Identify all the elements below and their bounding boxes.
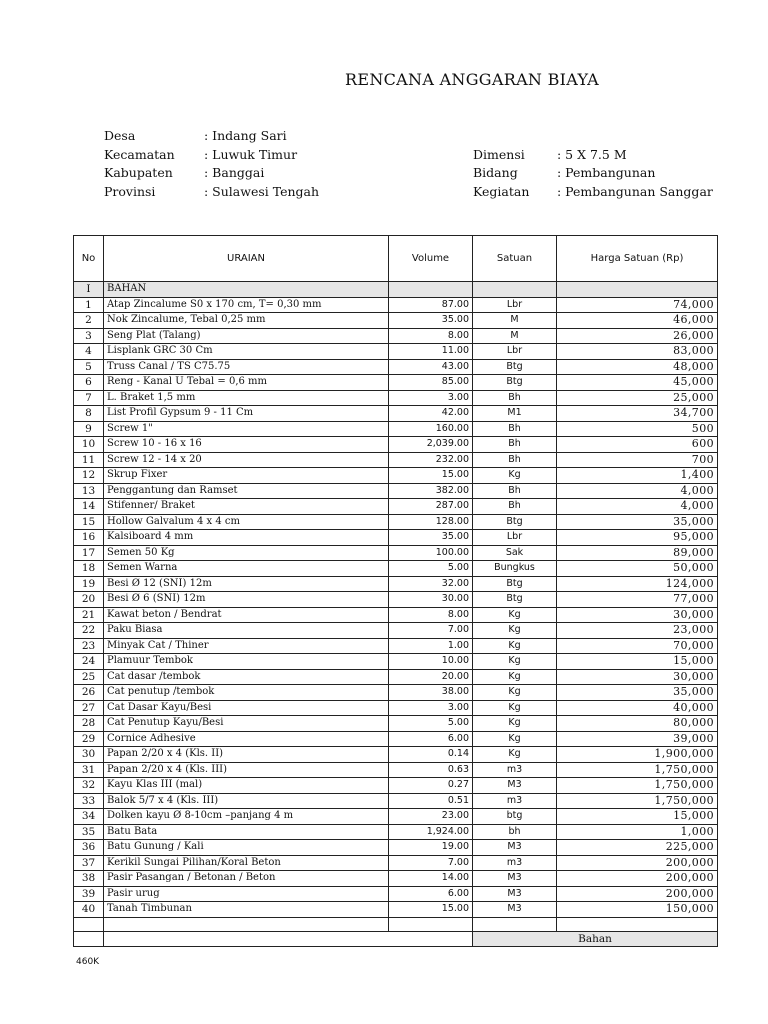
item-volume: 5.00	[389, 561, 473, 577]
table-row	[74, 855, 718, 871]
item-unit: Kg	[473, 731, 557, 747]
item-volume: 382.00	[389, 483, 473, 499]
table-row	[74, 359, 718, 375]
table-header-row	[74, 236, 718, 282]
item-unit-price: 50,000	[557, 561, 718, 577]
item-unit: Kg	[473, 468, 557, 484]
item-unit-price: 15,000	[557, 809, 718, 825]
table-row	[74, 313, 718, 329]
item-description: Semen Warna	[104, 561, 389, 577]
item-description: Papan 2/20 x 4 (Kls. III)	[104, 762, 389, 778]
item-number: 35	[74, 824, 104, 840]
item-unit-price: 4,000	[557, 499, 718, 515]
item-description: Seng Plat (Talang)	[104, 328, 389, 344]
item-description: Balok 5/7 x 4 (Kls. III)	[104, 793, 389, 809]
item-unit-price: 1,400	[557, 468, 718, 484]
table-row	[74, 669, 718, 685]
item-description: Atap Zincalume S0 x 170 cm, T= 0,30 mm	[104, 297, 389, 313]
item-unit: Bh	[473, 390, 557, 406]
table-row	[74, 452, 718, 468]
item-unit-price: 34,700	[557, 406, 718, 422]
item-unit-price: 46,000	[557, 313, 718, 329]
item-volume: 160.00	[389, 421, 473, 437]
table-row	[74, 406, 718, 422]
item-unit: btg	[473, 809, 557, 825]
item-description: Nok Zincalume, Tebal 0,25 mm	[104, 313, 389, 329]
item-unit-price: 225,000	[557, 840, 718, 856]
info-value: : Pembangunan Sanggar	[557, 184, 713, 199]
item-unit-price: 25,000	[557, 390, 718, 406]
item-unit: Kg	[473, 700, 557, 716]
item-description: Truss Canal / TS C75.75	[104, 359, 389, 375]
item-unit: Lbr	[473, 297, 557, 313]
item-description: Besi Ø 6 (SNI) 12m	[104, 592, 389, 608]
item-number: 26	[74, 685, 104, 701]
item-description: Lisplank GRC 30 Cm	[104, 344, 389, 360]
item-description: Kerikil Sungai Pilihan/Koral Beton	[104, 855, 389, 871]
item-number: 8	[74, 406, 104, 422]
item-unit-price: 4,000	[557, 483, 718, 499]
item-description: Kalsiboard 4 mm	[104, 530, 389, 546]
table-row	[74, 762, 718, 778]
table-row	[74, 344, 718, 360]
info-label: Kegiatan	[473, 184, 530, 199]
header-satuan: Satuan	[473, 236, 557, 282]
item-number: 14	[74, 499, 104, 515]
item-unit-price: 200,000	[557, 855, 718, 871]
footer-note: 460K	[76, 957, 100, 967]
item-unit: M3	[473, 778, 557, 794]
item-unit-price: 1,900,000	[557, 747, 718, 763]
item-description: Cat penutup /tembok	[104, 685, 389, 701]
item-unit: Bh	[473, 421, 557, 437]
item-number: 28	[74, 716, 104, 732]
item-number: 24	[74, 654, 104, 670]
table-row	[74, 483, 718, 499]
table-body	[74, 282, 718, 947]
item-volume: 19.00	[389, 840, 473, 856]
item-volume: 6.00	[389, 886, 473, 902]
item-unit: M1	[473, 406, 557, 422]
info-value: : Sulawesi Tengah	[204, 184, 320, 199]
item-volume: 87.00	[389, 297, 473, 313]
item-unit: Kg	[473, 607, 557, 623]
item-number: 5	[74, 359, 104, 375]
table-row	[74, 421, 718, 437]
table-row	[74, 793, 718, 809]
item-number: 10	[74, 437, 104, 453]
item-description: Screw 12 - 14 x 20	[104, 452, 389, 468]
item-description: Screw 1"	[104, 421, 389, 437]
budget-table	[73, 235, 718, 947]
table-row	[74, 654, 718, 670]
item-number: 37	[74, 855, 104, 871]
item-volume: 7.00	[389, 855, 473, 871]
item-volume: 2,039.00	[389, 437, 473, 453]
item-unit: M3	[473, 840, 557, 856]
item-unit-price: 26,000	[557, 328, 718, 344]
item-volume: 35.00	[389, 313, 473, 329]
item-number: 30	[74, 747, 104, 763]
item-unit: Sak	[473, 545, 557, 561]
table-row	[74, 716, 718, 732]
item-volume: 8.00	[389, 328, 473, 344]
item-unit-price: 48,000	[557, 359, 718, 375]
item-number: 36	[74, 840, 104, 856]
table-row	[74, 437, 718, 453]
item-volume: 43.00	[389, 359, 473, 375]
item-unit-price: 30,000	[557, 607, 718, 623]
item-number: 11	[74, 452, 104, 468]
item-volume: 100.00	[389, 545, 473, 561]
item-number: 39	[74, 886, 104, 902]
item-volume: 0.51	[389, 793, 473, 809]
item-volume: 1.00	[389, 638, 473, 654]
item-unit-price: 200,000	[557, 871, 718, 887]
item-volume: 38.00	[389, 685, 473, 701]
item-description: Batu Bata	[104, 824, 389, 840]
item-volume: 20.00	[389, 669, 473, 685]
item-description: Screw 10 - 16 x 16	[104, 437, 389, 453]
item-volume: 23.00	[389, 809, 473, 825]
item-unit: Bh	[473, 483, 557, 499]
info-label: Kabupaten	[104, 165, 173, 180]
item-number: 6	[74, 375, 104, 391]
item-volume: 1,924.00	[389, 824, 473, 840]
item-number: 21	[74, 607, 104, 623]
item-number: 9	[74, 421, 104, 437]
item-description: Pasir Pasangan / Betonan / Beton	[104, 871, 389, 887]
header-uraian: URAIAN	[104, 236, 389, 282]
item-description: List Profil Gypsum 9 - 11 Cm	[104, 406, 389, 422]
subtotal-row	[74, 931, 718, 946]
item-volume: 5.00	[389, 716, 473, 732]
item-volume: 287.00	[389, 499, 473, 515]
item-number: 27	[74, 700, 104, 716]
table-row	[74, 375, 718, 391]
item-number: 29	[74, 731, 104, 747]
item-description: Batu Gunung / Kali	[104, 840, 389, 856]
table-row	[74, 576, 718, 592]
table-row	[74, 638, 718, 654]
item-unit: m3	[473, 793, 557, 809]
table-row	[74, 886, 718, 902]
item-description: Cat Dasar Kayu/Besi	[104, 700, 389, 716]
header-harga-satuan: Harga Satuan (Rp)	[557, 236, 718, 282]
item-number: 12	[74, 468, 104, 484]
table-row	[74, 840, 718, 856]
item-description: Semen 50 Kg	[104, 545, 389, 561]
table-row	[74, 468, 718, 484]
item-unit: Kg	[473, 669, 557, 685]
section-number: I	[74, 282, 104, 298]
item-unit: M3	[473, 886, 557, 902]
item-unit: M3	[473, 871, 557, 887]
item-volume: 3.00	[389, 700, 473, 716]
item-unit-price: 200,000	[557, 886, 718, 902]
item-unit: Lbr	[473, 530, 557, 546]
item-unit-price: 500	[557, 421, 718, 437]
item-number: 2	[74, 313, 104, 329]
item-number: 17	[74, 545, 104, 561]
item-unit: Kg	[473, 638, 557, 654]
item-unit: bh	[473, 824, 557, 840]
item-number: 23	[74, 638, 104, 654]
item-unit-price: 30,000	[557, 669, 718, 685]
item-description: Penggantung dan Ramset	[104, 483, 389, 499]
item-unit: m3	[473, 855, 557, 871]
item-description: Papan 2/20 x 4 (Kls. II)	[104, 747, 389, 763]
item-volume: 6.00	[389, 731, 473, 747]
item-number: 19	[74, 576, 104, 592]
item-unit: Bh	[473, 499, 557, 515]
item-unit: Btg	[473, 576, 557, 592]
item-description: Paku Biasa	[104, 623, 389, 639]
item-number: 4	[74, 344, 104, 360]
info-value: : Indang Sari	[204, 128, 287, 143]
item-volume: 15.00	[389, 902, 473, 918]
item-unit: Lbr	[473, 344, 557, 360]
item-unit: m3	[473, 762, 557, 778]
table-row	[74, 561, 718, 577]
table-row	[74, 871, 718, 887]
table-row	[74, 592, 718, 608]
item-description: Minyak Cat / Thiner	[104, 638, 389, 654]
table-row	[74, 328, 718, 344]
item-volume: 11.00	[389, 344, 473, 360]
item-volume: 3.00	[389, 390, 473, 406]
item-unit-price: 15,000	[557, 654, 718, 670]
info-label: Dimensi	[473, 147, 525, 162]
item-description: Cat Penutup Kayu/Besi	[104, 716, 389, 732]
item-unit-price: 1,750,000	[557, 762, 718, 778]
info-value: : Luwuk Timur	[204, 147, 298, 162]
item-unit: M	[473, 328, 557, 344]
table-row	[74, 700, 718, 716]
item-volume: 128.00	[389, 514, 473, 530]
item-description: Plamuur Tembok	[104, 654, 389, 670]
table-row	[74, 778, 718, 794]
table-row	[74, 297, 718, 313]
item-number: 32	[74, 778, 104, 794]
item-unit: M3	[473, 902, 557, 918]
item-unit-price: 40,000	[557, 700, 718, 716]
table-row	[74, 902, 718, 918]
item-unit: M	[473, 313, 557, 329]
item-unit: Kg	[473, 685, 557, 701]
info-label: Bidang	[473, 165, 518, 180]
item-unit-price: 70,000	[557, 638, 718, 654]
item-unit: Btg	[473, 375, 557, 391]
item-number: 33	[74, 793, 104, 809]
item-unit-price: 1,750,000	[557, 793, 718, 809]
item-number: 7	[74, 390, 104, 406]
item-unit: Kg	[473, 716, 557, 732]
item-description: L. Braket 1,5 mm	[104, 390, 389, 406]
info-value: : 5 X 7.5 M	[557, 147, 627, 162]
document-title: RENCANA ANGGARAN BIAYA	[345, 70, 599, 89]
info-label: Desa	[104, 128, 136, 143]
item-description: Dolken kayu Ø 8-10cm –panjang 4 m	[104, 809, 389, 825]
item-unit-price: 23,000	[557, 623, 718, 639]
item-description: Hollow Galvalum 4 x 4 cm	[104, 514, 389, 530]
item-unit: Btg	[473, 514, 557, 530]
item-unit-price: 39,000	[557, 731, 718, 747]
item-description: Reng - Kanal U Tebal = 0,6 mm	[104, 375, 389, 391]
item-volume: 14.00	[389, 871, 473, 887]
table-row	[74, 731, 718, 747]
item-number: 18	[74, 561, 104, 577]
header-no: No	[74, 236, 104, 282]
table-row	[74, 623, 718, 639]
item-volume: 0.63	[389, 762, 473, 778]
item-volume: 32.00	[389, 576, 473, 592]
item-number: 34	[74, 809, 104, 825]
item-description: Cornice Adhesive	[104, 731, 389, 747]
table-row	[74, 530, 718, 546]
info-label: Provinsi	[104, 184, 156, 199]
item-unit-price: 80,000	[557, 716, 718, 732]
table-row	[74, 824, 718, 840]
table-row	[74, 747, 718, 763]
item-number: 22	[74, 623, 104, 639]
item-number: 20	[74, 592, 104, 608]
section-row-bahan	[74, 282, 718, 298]
item-description: Skrup Fixer	[104, 468, 389, 484]
item-description: Kawat beton / Bendrat	[104, 607, 389, 623]
item-volume: 35.00	[389, 530, 473, 546]
item-number: 31	[74, 762, 104, 778]
item-description: Tanah Timbunan	[104, 902, 389, 918]
item-volume: 85.00	[389, 375, 473, 391]
section-label: BAHAN	[104, 282, 389, 298]
item-description: Besi Ø 12 (SNI) 12m	[104, 576, 389, 592]
item-description: Kayu Klas III (mal)	[104, 778, 389, 794]
item-number: 38	[74, 871, 104, 887]
header-volume: Volume	[389, 236, 473, 282]
item-volume: 0.27	[389, 778, 473, 794]
item-unit-price: 700	[557, 452, 718, 468]
table-row	[74, 607, 718, 623]
item-unit: Btg	[473, 592, 557, 608]
table-row	[74, 685, 718, 701]
item-unit-price: 1,750,000	[557, 778, 718, 794]
item-unit-price: 77,000	[557, 592, 718, 608]
item-number: 40	[74, 902, 104, 918]
item-volume: 7.00	[389, 623, 473, 639]
item-number: 13	[74, 483, 104, 499]
item-unit: Btg	[473, 359, 557, 375]
item-unit-price: 83,000	[557, 344, 718, 360]
item-description: Pasir urug	[104, 886, 389, 902]
table-row	[74, 809, 718, 825]
item-volume: 8.00	[389, 607, 473, 623]
item-description: Stifenner/ Braket	[104, 499, 389, 515]
item-number: 16	[74, 530, 104, 546]
subtotal-label: Bahan	[473, 931, 718, 946]
item-unit-price: 124,000	[557, 576, 718, 592]
item-unit: Kg	[473, 654, 557, 670]
item-unit-price: 89,000	[557, 545, 718, 561]
item-number: 3	[74, 328, 104, 344]
item-unit-price: 35,000	[557, 685, 718, 701]
item-number: 1	[74, 297, 104, 313]
table-row	[74, 545, 718, 561]
table-row	[74, 390, 718, 406]
item-volume: 10.00	[389, 654, 473, 670]
blank-row	[74, 917, 718, 931]
item-unit-price: 74,000	[557, 297, 718, 313]
info-value: : Banggai	[204, 165, 265, 180]
item-description: Cat dasar /tembok	[104, 669, 389, 685]
table-row	[74, 514, 718, 530]
item-unit-price: 1,000	[557, 824, 718, 840]
item-number: 25	[74, 669, 104, 685]
item-volume: 42.00	[389, 406, 473, 422]
item-unit-price: 600	[557, 437, 718, 453]
item-unit: Kg	[473, 747, 557, 763]
item-volume: 15.00	[389, 468, 473, 484]
item-unit-price: 45,000	[557, 375, 718, 391]
table-row	[74, 499, 718, 515]
item-volume: 0.14	[389, 747, 473, 763]
info-label: Kecamatan	[104, 147, 175, 162]
item-unit-price: 150,000	[557, 902, 718, 918]
info-value: : Pembangunan	[557, 165, 656, 180]
item-unit: Kg	[473, 623, 557, 639]
item-unit: Bh	[473, 437, 557, 453]
item-unit: Bungkus	[473, 561, 557, 577]
item-volume: 30.00	[389, 592, 473, 608]
item-unit-price: 95,000	[557, 530, 718, 546]
item-volume: 232.00	[389, 452, 473, 468]
item-unit: Bh	[473, 452, 557, 468]
item-number: 15	[74, 514, 104, 530]
item-unit-price: 35,000	[557, 514, 718, 530]
